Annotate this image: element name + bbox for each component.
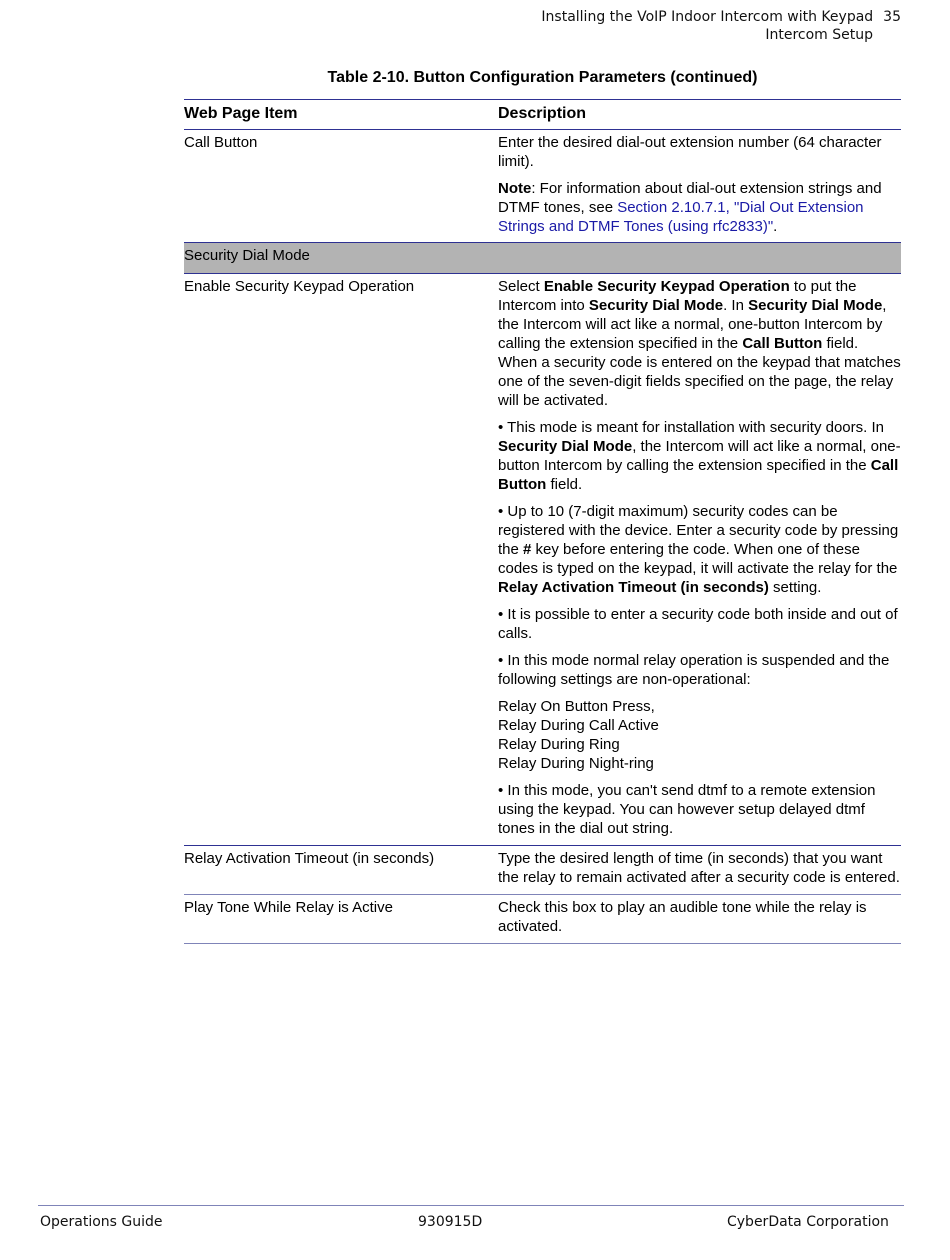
table-row xyxy=(184,895,901,944)
row-item-play-tone: Play Tone While Relay is Active xyxy=(184,899,393,916)
list-item: Relay During Call Active xyxy=(498,717,659,734)
row-description xyxy=(498,133,901,236)
table-header xyxy=(184,99,901,130)
list-item: Relay During Ring xyxy=(498,736,620,753)
table-row xyxy=(184,130,901,243)
footer-center: 930915D xyxy=(418,1214,483,1230)
parameters-table xyxy=(184,99,901,944)
bullet-paragraph: • It is possible to enter a security code both inside and out of calls. xyxy=(498,606,898,642)
row-description xyxy=(498,277,901,838)
bullet-paragraph: • Up to 10 (7-digit maximum) security codes can be registered with the device. Enter a security code by pressing the # key before entering the code. When one of these codes is typed on the keypad, it will activate the relay for the Relay Activation Timeout (in seconds) setting. xyxy=(498,503,899,596)
description-paragraph: Enter the desired dial-out extension number (64 character limit). xyxy=(498,134,882,170)
list-item: Relay On Button Press, xyxy=(498,698,655,715)
table-title: Table 2-10. Button Configuration Parameters (continued) xyxy=(327,69,758,86)
section-header-security-dial-mode: Security Dial Mode xyxy=(184,242,901,274)
bullet-paragraph: • In this mode normal relay operation is suspended and the following settings are non-operational: xyxy=(498,652,890,688)
footer-right: CyberData Corporation xyxy=(727,1214,889,1230)
header-title: Installing the VoIP Indoor Intercom with Keypad xyxy=(541,9,874,25)
footer-divider xyxy=(38,1205,904,1206)
note-text: : For information about dial-out extension strings and DTMF tones, see xyxy=(498,180,882,216)
row-description: Type the desired length of time (in seconds) that you want the relay to remain activated after a security code is entered. xyxy=(498,850,900,886)
table-row xyxy=(184,846,901,895)
bullet-paragraph: • This mode is meant for installation with security doors. In Security Dial Mode, the Intercom will act like a normal, one-button Intercom by calling the extension specified in the Call Button field. xyxy=(498,419,901,493)
section-link[interactable]: Section 2.10.7.1, "Dial Out Extension Strings and DTMF Tones (using rfc2833)" xyxy=(498,199,864,235)
column-header-description: Description xyxy=(498,105,587,122)
note-end: . xyxy=(773,218,778,235)
table-row xyxy=(184,274,901,846)
bullet-paragraph: • In this mode, you can't send dtmf to a remote extension using the keypad. You can however setup delayed dtmf tones in the dial out string. xyxy=(498,782,876,837)
page-number: 35 xyxy=(883,9,901,25)
note-label: Note xyxy=(498,180,532,197)
note-paragraph xyxy=(498,179,901,236)
list-item: Relay During Night-ring xyxy=(498,755,654,772)
row-item-call-button: Call Button xyxy=(184,134,258,151)
description-paragraph: Select Enable Security Keypad Operation to put the Intercom into Security Dial Mode. In Security Dial Mode, the Intercom will act like a normal, one-button Intercom by calling the extension specified in the Call Button field. When a security code is entered on the keypad that matches one of the seven-digit fields specified on the page, the relay will be activated. xyxy=(498,278,901,409)
row-item-enable-security: Enable Security Keypad Operation xyxy=(184,278,415,295)
header-subtitle: Intercom Setup xyxy=(765,27,873,43)
footer-left: Operations Guide xyxy=(40,1214,163,1230)
settings-list xyxy=(498,697,901,773)
row-item-relay-timeout: Relay Activation Timeout (in seconds) xyxy=(184,850,435,867)
page-header xyxy=(541,8,901,44)
column-header-item: Web Page Item xyxy=(184,105,298,122)
row-description: Check this box to play an audible tone while the relay is activated. xyxy=(498,899,867,935)
